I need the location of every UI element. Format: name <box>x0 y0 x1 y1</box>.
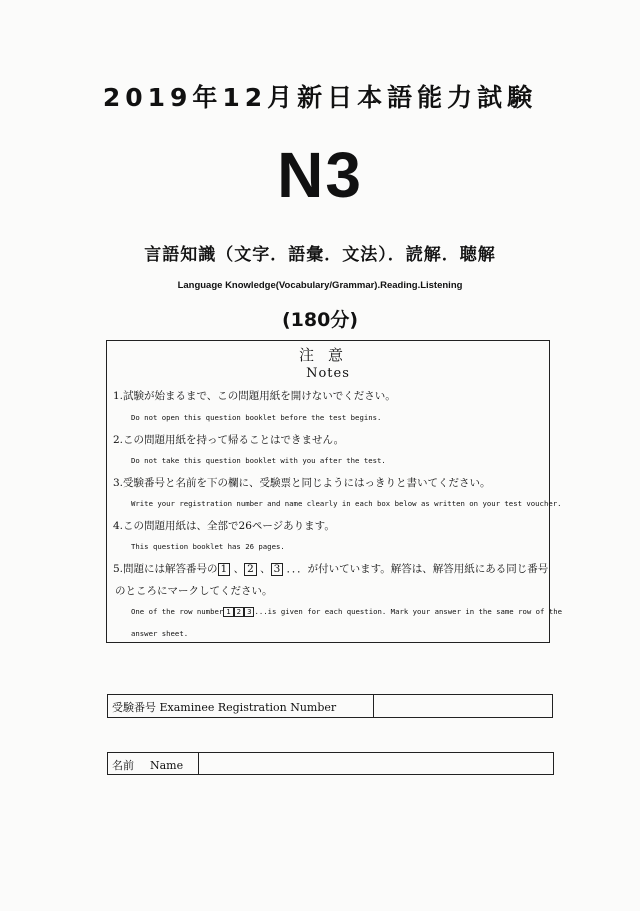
notes-box <box>106 340 563 643</box>
note-1-jp: 1.試験が始まるまで、この問題用紙を開けないでください。 <box>113 390 396 402</box>
note-5-en-prefix: One of the row number <box>131 607 224 616</box>
note-4-jp: 4.この問題用紙は、全部で26ページあります。 <box>113 520 335 532</box>
row-number-box-2: 2 <box>244 563 257 576</box>
note-4-en: This question booklet has 26 pages. <box>131 542 285 551</box>
exam-duration: (180分) <box>281 309 359 331</box>
name-field[interactable] <box>198 753 554 774</box>
note-3-en: Write your registration number and name clearly in each box below as written on your test voucher. <box>131 499 562 508</box>
name-label <box>112 757 183 773</box>
registration-number-field[interactable] <box>373 695 553 717</box>
note-5-en <box>131 607 562 617</box>
note-5-prefix: 5.問題には解答番号の <box>113 563 218 575</box>
notes-title-en: Notes <box>306 366 350 381</box>
note-5-sep1: 、 <box>233 563 245 575</box>
row-number-box-3: 3 <box>271 563 284 576</box>
note-5-suffix: ．．．が付いています。解答は、解答用紙にある同じ番号 <box>286 563 549 575</box>
note-1-en: Do not open this question booklet before the test begins. <box>131 413 382 422</box>
en-row-number-box-2: 2 <box>234 607 244 617</box>
sections-jp: 言語知識（文字．語彙．文法）．読解．聴解 <box>144 245 496 265</box>
note-5-en-line2: answer sheet. <box>131 629 189 638</box>
en-row-number-box-3: 3 <box>244 607 254 617</box>
registration-number-box <box>107 694 553 718</box>
sections-en: Language Knowledge(Vocabulary/Grammar).Reading.Listening <box>177 280 463 291</box>
note-5-jp-line2: のところにマークしてください。 <box>115 585 273 597</box>
name-box <box>107 752 554 775</box>
note-5-sep2: 、 <box>260 563 271 575</box>
name-label-en: Name <box>150 759 184 772</box>
exam-date-title: 2019年12月新日本語能力試験 <box>102 83 538 112</box>
note-3-jp: 3.受験番号と名前を下の欄に、受験票と同じようにはっきりと書いてください。 <box>113 477 491 489</box>
exam-level: N3 <box>277 139 363 211</box>
note-2-en: Do not take this question booklet with you after the test. <box>131 456 386 465</box>
name-label-jp: 名前 <box>112 759 134 772</box>
note-5-en-suffix: ...is given for each question. Mark your answer in the same row of the <box>254 607 563 616</box>
notes-title-jp: 注意 <box>298 346 357 364</box>
registration-number-label: 受験番号 Examinee Registration Number <box>112 701 337 714</box>
row-number-box-1: 1 <box>218 563 231 576</box>
note-5-jp <box>113 561 548 576</box>
en-row-number-box-1: 1 <box>223 607 233 617</box>
note-2-jp: 2.この問題用紙を持って帰ることはできません。 <box>113 434 345 446</box>
